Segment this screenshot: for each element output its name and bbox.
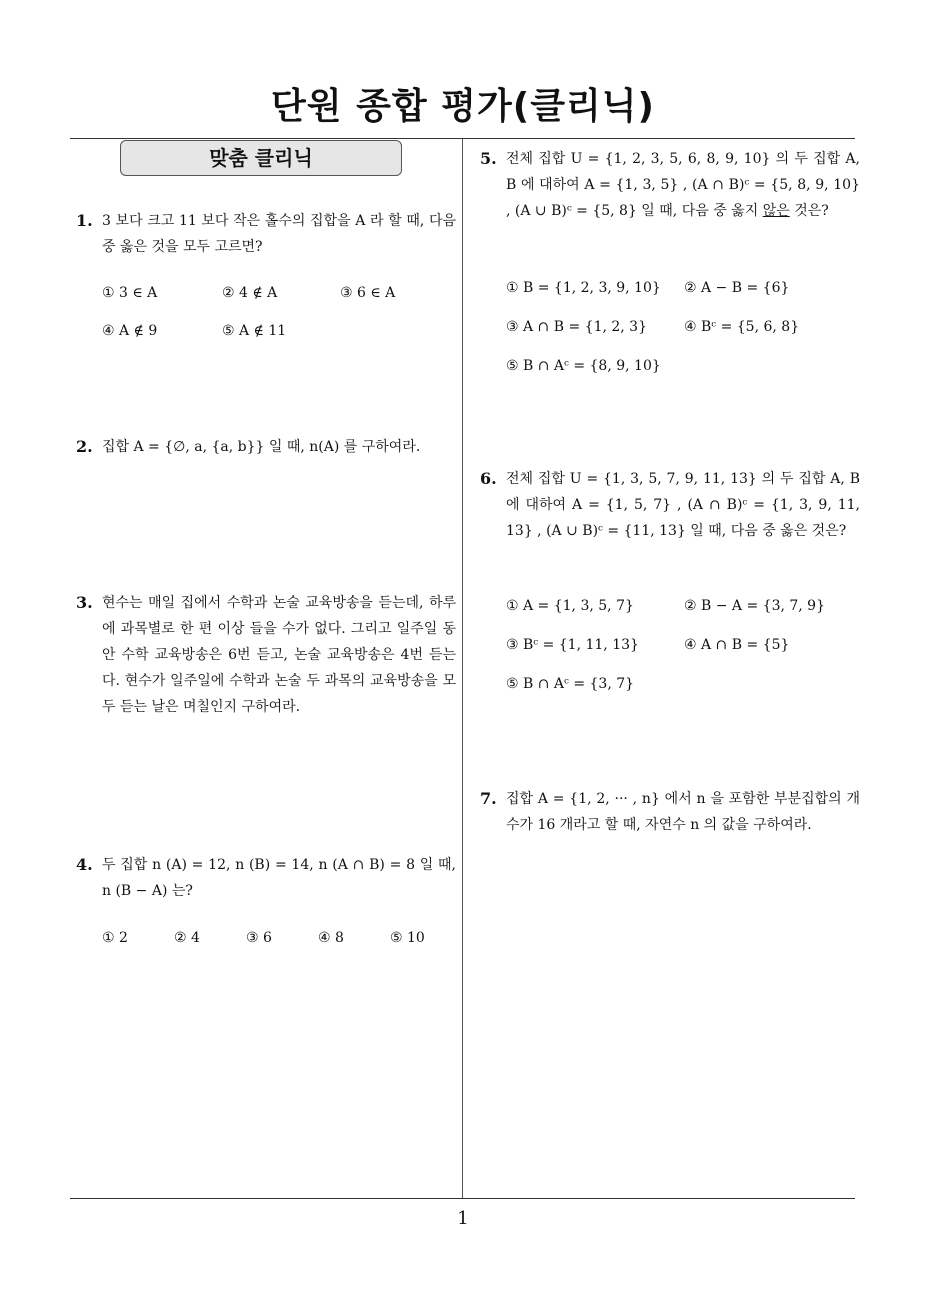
option-2: ② 4 ∉ A [222, 285, 278, 301]
option-1: ① 3 ∈ A [102, 285, 158, 301]
bottom-rule [70, 1198, 855, 1199]
option-5: ⑤ A ∉ 11 [222, 323, 287, 339]
question-2 [76, 434, 456, 460]
page-number: 1 [457, 1208, 469, 1229]
option-3: ③ 6 [246, 930, 272, 946]
question-1 [76, 208, 456, 260]
question-number: 5. [480, 149, 497, 168]
question-3 [76, 590, 456, 720]
option-3: ③ Bᶜ = {1, 11, 13} [506, 637, 639, 653]
question-number: 7. [480, 789, 497, 808]
question-7 [480, 786, 860, 838]
question-6 [480, 466, 860, 544]
question-text: 집합 A = {∅, a, {a, b}} 일 때, n(A) 를 구하여라. [102, 439, 421, 455]
question-number: 2. [76, 437, 93, 456]
question-text: 전체 집합 U = {1, 3, 5, 7, 9, 11, 13} 의 두 집합 A, B 에 대하여 A = {1, 5, 7} , (A ∩ B)ᶜ = {1, 3, 9, 11, 13} , (A ∪ B)ᶜ = {11, 13} 일 때, 다음 중 옳은 것은? [506, 471, 860, 539]
question-text-part: 전체 집합 U = {1, 2, 3, 5, 6, 8, 9, 10} 의 두 집합 A, B 에 대하여 A = {1, 3, 5} , (A ∩ B)ᶜ = {5, 8, 9, 10} , (A ∪ B)ᶜ = {5, 8} 일 때, 다음 중 옳지 [506, 151, 860, 219]
option-3: ③ A ∩ B = {1, 2, 3} [506, 319, 647, 335]
question-text-part: 것은? [789, 203, 829, 219]
question-text: 집합 A = {1, 2, ··· , n} 에서 n 을 포함한 부분집합의 개수가 16 개라고 할 때, 자연수 n 의 값을 구하여라. [506, 791, 860, 833]
option-1: ① 2 [102, 930, 128, 946]
question-text: 두 집합 n (A) = 12, n (B) = 14, n (A ∩ B) = 8 일 때, n (B − A) 는? [102, 857, 456, 899]
question-number: 3. [76, 593, 93, 612]
option-4: ④ 8 [318, 930, 344, 946]
underlined-word: 않은 [762, 203, 790, 219]
question-text [506, 146, 860, 224]
question-number: 1. [76, 211, 93, 230]
option-5: ⑤ B ∩ Aᶜ = {8, 9, 10} [506, 358, 661, 374]
question-number: 6. [480, 469, 497, 488]
option-2: ② A − B = {6} [684, 280, 790, 296]
question-4 [76, 852, 456, 904]
column-divider [462, 139, 463, 1199]
section-label-box: 맞춤 클리닉 [120, 140, 402, 176]
question-text: 3 보다 크고 11 보다 작은 홀수의 집합을 A 라 할 때, 다음 중 옳은 것을 모두 고르면? [102, 213, 456, 255]
option-2: ② B − A = {3, 7, 9} [684, 598, 825, 614]
option-2: ② 4 [174, 930, 200, 946]
option-5: ⑤ B ∩ Aᶜ = {3, 7} [506, 676, 635, 692]
question-text: 현수는 매일 집에서 수학과 논술 교육방송을 듣는데, 하루에 과목별로 한 편 이상 들을 수가 없다. 그리고 일주일 동안 수학 교육방송은 6번 듣고, 논술 교육방송은 4번 듣는다. 현수가 일주일에 수학과 논술 두 과목의 교육방송을 모두 듣는 날은 며칠인지 구하여라. [102, 595, 456, 715]
option-3: ③ 6 ∈ A [340, 285, 396, 301]
option-4: ④ Bᶜ = {5, 6, 8} [684, 319, 800, 335]
option-1: ① A = {1, 3, 5, 7} [506, 598, 634, 614]
question-number: 4. [76, 855, 93, 874]
option-4: ④ A ∩ B = {5} [684, 637, 790, 653]
page-title: 단원 종합 평가(클리닉) [271, 86, 655, 127]
option-1: ① B = {1, 2, 3, 9, 10} [506, 280, 661, 296]
question-5 [480, 146, 860, 224]
option-4: ④ A ∉ 9 [102, 323, 158, 339]
option-5: ⑤ 10 [390, 930, 425, 946]
